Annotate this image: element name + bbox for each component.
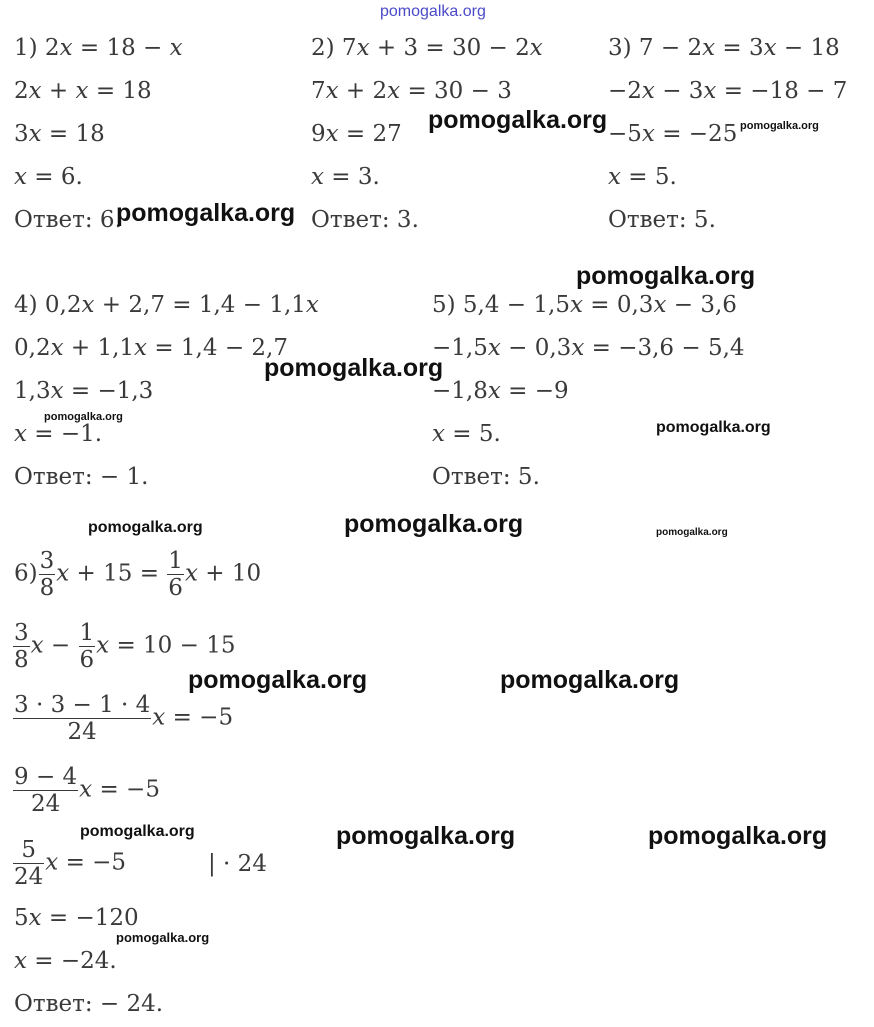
p1-l2-rest: = 18	[88, 78, 152, 104]
watermark: pomogalka.org	[336, 822, 516, 850]
p1-answer-label: Ответ:	[14, 207, 93, 233]
p1-l1-rest: = 18 −	[72, 35, 170, 61]
p2-l3-rest: = 27	[338, 121, 402, 147]
site-header-link[interactable]: pomogalka.org	[380, 3, 486, 20]
p1-l2-var: x	[28, 78, 42, 104]
p6-l1-frac-1	[39, 548, 56, 601]
p5-l1-rest: − 3,6	[666, 292, 737, 318]
p3-l3-var: x	[641, 121, 655, 147]
p6-l2-frac-2-den: 6	[79, 647, 95, 673]
p6-l5-var: x	[45, 849, 59, 876]
p5-l2-rest: = −3,6 − 5,4	[584, 335, 745, 361]
watermark: pomogalka.org	[188, 666, 368, 694]
p3-l4-var: x	[608, 164, 621, 190]
p2-l2-mid: + 2	[338, 78, 388, 104]
p6-line-3	[12, 692, 233, 745]
p6-line-4	[12, 764, 160, 817]
p1-l1-var2: x	[169, 35, 183, 61]
p3-l1-lead: 7 − 2	[638, 35, 703, 61]
p2-l3-var: x	[325, 121, 339, 147]
p4-answer-value: − 1.	[92, 464, 149, 490]
p5-l1-var: x	[569, 292, 583, 318]
p3-number: 3)	[608, 35, 632, 61]
p3-l2-var: x	[641, 78, 655, 104]
p6-l6-lead: 5	[14, 905, 29, 931]
watermark: pomogalka.org	[656, 419, 771, 436]
p4-l1-lead: 0,2	[44, 292, 82, 318]
p6-l4-rest: = −5	[92, 776, 160, 803]
p1-answer-value: 6.	[92, 207, 122, 233]
p5-answer-label: Ответ:	[432, 464, 511, 490]
p1-l2-mid: +	[41, 78, 76, 104]
p5-line-2	[432, 334, 745, 362]
p5-l1-mid: = 0,3	[582, 292, 654, 318]
p6-l3-frac	[13, 692, 151, 745]
p2-l1-coef: 7	[341, 35, 357, 61]
p5-answer-value: 5.	[510, 464, 540, 490]
p2-l2-var2: x	[387, 78, 401, 104]
p5-l2-mid: − 0,3	[500, 335, 572, 361]
p6-answer-label: Ответ:	[14, 991, 93, 1017]
p6-l1-frac-2-num: 1	[168, 548, 183, 574]
p4-answer	[14, 463, 148, 491]
p6-line-1	[14, 548, 261, 601]
p3-l3-rest: = −25	[654, 121, 738, 147]
p5-l3-rest: = −9	[500, 378, 569, 404]
p6-l7-var: x	[14, 948, 27, 974]
p6-l2-frac-2-num: 1	[79, 620, 95, 646]
p2-l4-var: x	[311, 164, 324, 190]
p2-l2-coef: 7	[311, 78, 326, 104]
p6-l6-rest: = −120	[41, 905, 139, 931]
p4-l3-lead: 1,3	[14, 378, 51, 404]
watermark: pomogalka.org	[116, 930, 210, 945]
p4-l2-var2: x	[134, 335, 148, 361]
p6-line-7	[14, 947, 117, 975]
p4-line-1	[14, 291, 319, 319]
p1-l4-rest: = 6.	[26, 164, 83, 190]
p1-line-4	[14, 163, 83, 191]
p6-line-6	[14, 904, 139, 932]
p6-l1-mid: + 15 =	[69, 560, 167, 587]
p5-number: 5)	[432, 292, 456, 318]
p3-answer-label: Ответ:	[608, 207, 687, 233]
p6-l1-var: x	[56, 560, 70, 587]
p6-l4-frac	[13, 764, 78, 817]
p6-l5-frac-num: 5	[21, 837, 36, 863]
p5-l2-lead: −1,5	[432, 335, 488, 361]
p2-l3-coef: 9	[311, 121, 326, 147]
p4-l1-var2: x	[305, 292, 319, 318]
watermark: pomogalka.org	[656, 527, 728, 538]
p5-l3-var: x	[487, 378, 501, 404]
p1-line-3	[14, 120, 105, 148]
p2-l4-rest: = 3.	[323, 164, 380, 190]
watermark: pomogalka.org	[500, 666, 680, 694]
p4-line-3	[14, 377, 153, 405]
watermark: pomogalka.org	[80, 823, 195, 840]
p1-line-2	[14, 77, 152, 105]
p4-answer-label: Ответ:	[14, 464, 93, 490]
p2-line-3	[311, 120, 402, 148]
p6-l3-rest: = −5	[165, 704, 234, 731]
p6-l4-frac-num: 9 − 4	[14, 764, 78, 790]
p2-answer-value: 3.	[389, 207, 419, 233]
p1-l3-coef: 3	[14, 121, 29, 147]
p4-l2-var: x	[50, 335, 64, 361]
p3-line-4	[608, 163, 677, 191]
watermark: pomogalka.org	[88, 519, 203, 536]
p1-l4-var: x	[14, 164, 27, 190]
watermark: pomogalka.org	[576, 262, 756, 290]
p3-l1-mid: = 3	[715, 35, 764, 61]
p3-l4-rest: = 5.	[620, 164, 677, 190]
p6-l5-frac	[13, 837, 44, 890]
p3-l2-mid: − 3	[654, 78, 704, 104]
p3-l2-lead: −2	[608, 78, 642, 104]
p2-answer-label: Ответ:	[311, 207, 390, 233]
p6-l2-var: x	[30, 632, 44, 659]
p4-l1-mid: + 2,7 = 1,4 − 1,1	[94, 292, 306, 318]
p4-l2-mid: + 1,1	[63, 335, 135, 361]
p1-l2-var2: x	[75, 78, 89, 104]
p4-l4-rest: = −1.	[26, 421, 103, 447]
p1-number: 1)	[14, 35, 38, 61]
p6-l1-frac-1-num: 3	[39, 548, 55, 574]
p6-l3-frac-num: 3 · 3 − 1 · 4	[14, 692, 151, 718]
watermark: pomogalka.org	[44, 411, 123, 423]
p6-l2-rest: = 10 − 15	[109, 632, 236, 659]
p1-l1-var: x	[59, 35, 73, 61]
p6-l3-var: x	[152, 704, 166, 731]
p6-l7-rest: = −24.	[26, 948, 117, 974]
p2-l1-var2: x	[529, 35, 543, 61]
p6-l2-frac-1	[13, 620, 30, 673]
p6-line-5	[12, 837, 126, 890]
p6-l2-frac-1-den: 8	[14, 647, 29, 673]
p2-answer	[311, 206, 419, 234]
watermark: pomogalka.org	[740, 120, 819, 132]
watermark: pomogalka.org	[648, 822, 828, 850]
p4-number: 4)	[14, 292, 38, 318]
p6-l1-frac-2-den: 6	[168, 575, 183, 601]
watermark: pomogalka.org	[344, 510, 524, 538]
p2-line-4	[311, 163, 380, 191]
p5-l1-lead: 5,4 − 1,5	[462, 292, 570, 318]
p2-l1-var: x	[356, 35, 370, 61]
p6-l2-mid: −	[43, 632, 78, 659]
p5-l2-var2: x	[571, 335, 585, 361]
p6-multiplier: | · 24	[208, 851, 267, 877]
p4-line-4	[14, 420, 102, 448]
p3-l2-var2: x	[703, 78, 717, 104]
p4-line-2	[14, 334, 288, 362]
p3-answer	[608, 206, 716, 234]
p3-line-1	[608, 34, 840, 62]
p2-l2-var: x	[325, 78, 339, 104]
p4-l2-rest: = 1,4 − 2,7	[147, 335, 288, 361]
p1-l2-coef: 2	[14, 78, 29, 104]
p6-l4-var: x	[79, 776, 93, 803]
watermark: pomogalka.org	[428, 106, 608, 134]
p4-l1-var: x	[81, 292, 95, 318]
p6-l1-frac-2	[167, 548, 184, 601]
p6-l3-frac-den: 24	[13, 718, 151, 745]
p2-l1-mid: + 3 = 30 − 2	[369, 35, 530, 61]
p3-line-2	[608, 77, 847, 105]
p6-l4-frac-den: 24	[13, 790, 78, 817]
p6-l1-frac-1-den: 8	[39, 575, 55, 601]
p3-line-3	[608, 120, 737, 148]
p5-l3-lead: −1,8	[432, 378, 488, 404]
p6-l5-rest: = −5	[58, 849, 127, 876]
p1-line-1	[14, 34, 183, 62]
p6-l1-var2: x	[184, 560, 198, 587]
p6-answer	[14, 990, 163, 1018]
p3-l1-rest: − 18	[776, 35, 840, 61]
p3-l3-lead: −5	[608, 121, 642, 147]
p3-l1-var: x	[702, 35, 716, 61]
p3-l2-rest: = −18 − 7	[716, 78, 848, 104]
p6-l2-var2: x	[96, 632, 110, 659]
p5-line-4	[432, 420, 501, 448]
p5-answer	[432, 463, 540, 491]
p6-answer-value: − 24.	[92, 991, 164, 1017]
watermark: pomogalka.org	[264, 354, 444, 382]
p2-line-2	[311, 77, 512, 105]
p4-l4-var: x	[14, 421, 27, 447]
p6-l2-frac-2	[79, 620, 96, 673]
p5-line-1	[432, 291, 737, 319]
p5-l2-var: x	[487, 335, 501, 361]
p1-answer	[14, 206, 122, 234]
p4-l2-lead: 0,2	[14, 335, 51, 361]
p3-answer-value: 5.	[686, 207, 716, 233]
p6-l6-var: x	[28, 905, 42, 931]
p2-line-1	[311, 34, 543, 62]
p1-l3-rest: = 18	[41, 121, 105, 147]
p6-l5-frac-den: 24	[14, 864, 44, 890]
p5-l4-rest: = 5.	[444, 421, 501, 447]
p5-l4-var: x	[432, 421, 445, 447]
p2-l2-rest: = 30 − 3	[400, 78, 512, 104]
p4-l3-var: x	[50, 378, 64, 404]
p2-number: 2)	[311, 35, 335, 61]
p5-line-3	[432, 377, 569, 405]
p6-l1-rest: + 10	[197, 560, 262, 587]
p5-l1-var2: x	[653, 292, 667, 318]
p3-l1-var2: x	[763, 35, 777, 61]
p6-number: 6)	[14, 560, 38, 587]
watermark: pomogalka.org	[116, 199, 296, 227]
p1-l3-var: x	[28, 121, 42, 147]
p6-l2-frac-1-num: 3	[14, 620, 29, 646]
p1-l1-coef: 2	[44, 35, 60, 61]
p4-l3-rest: = −1,3	[63, 378, 154, 404]
